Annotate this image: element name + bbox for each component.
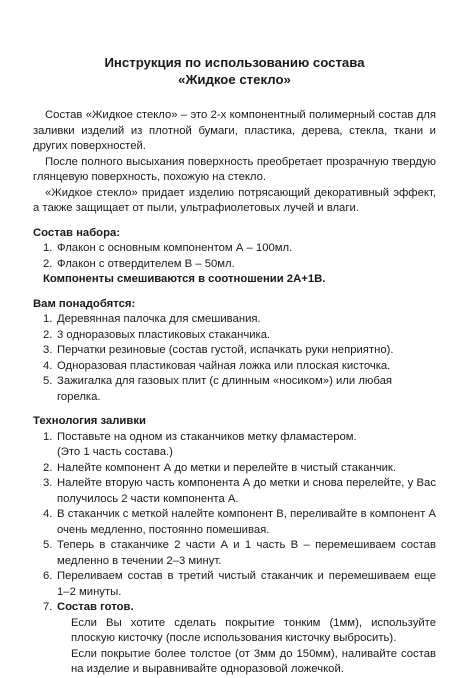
list-item — [33, 461, 436, 477]
item-number: 2. — [43, 257, 53, 270]
list-item — [33, 538, 436, 569]
item-number: 2. — [43, 461, 53, 474]
intro-paragraph-2: После полного высыхания поверхность преобретает прозрачную твердую глянцевую поверхность, похожую на стекло. — [33, 155, 436, 183]
kit-section — [33, 226, 436, 288]
item-text: Зажигалка для газовых плит (с длинным «носиком») или любая горелка. — [57, 375, 393, 403]
item-text: Флакон с основным компонентом А – 100мл. — [57, 242, 293, 254]
need-title: Вам понадобятся: — [33, 297, 136, 310]
item-number: 1. — [43, 430, 53, 443]
list-item — [33, 359, 436, 375]
list-item — [33, 257, 436, 273]
item-number: 6. — [43, 570, 53, 582]
final-paragraph-1: Если Вы хотите сделать покрытие тонким (1мм), используйте плоскую кисточку (после использования кисточку выбросить). — [71, 616, 436, 644]
item-text: Состав готов. — [57, 601, 134, 613]
list-item — [33, 374, 436, 405]
item-number: 5. — [43, 539, 53, 551]
list-item — [33, 569, 436, 600]
item-number: 5. — [43, 375, 53, 387]
intro-section — [33, 108, 436, 217]
title-line-2: «Жидкое стекло» — [178, 72, 291, 87]
item-text: 3 одноразовых пластиковых стаканчика. — [57, 328, 271, 341]
kit-list — [33, 241, 436, 272]
title-line-1: Инструкция по использованию состава — [104, 55, 365, 70]
tech-section — [33, 414, 436, 678]
list-item — [33, 312, 436, 328]
item-number: 7. — [43, 601, 53, 613]
item-text: Флакон с отвердителем В – 50мл. — [57, 257, 235, 270]
need-list — [33, 312, 436, 405]
final-paragraph-2: Если покрытие более толстое (от 3мм до 150мм), наливайте состав на изделие и выравнивайте одноразовой ложечкой. — [71, 647, 436, 675]
list-item — [33, 343, 436, 359]
item-number: 4. — [43, 508, 53, 520]
list-item — [33, 430, 436, 461]
intro-paragraph-3: «Жидкое стекло» придает изделию потрясающий декоративный эффект, а также защищает от пыли, ультрафиолетовых лучей и влаги. — [33, 186, 436, 214]
list-item — [33, 476, 436, 507]
tech-title: Технология заливки — [33, 415, 146, 427]
item-number: 2. — [43, 328, 53, 341]
item-number: 3. — [43, 344, 53, 356]
item-text: Теперь в стаканчике 2 части А и 1 часть В – перемешиваем состав медленно в течении 2–3 минут. — [57, 539, 436, 567]
item-text: Переливаем состав в третий чистый стаканчик и перемешиваем еще 1–2 минуты. — [57, 570, 436, 598]
kit-title: Состав набора: — [33, 226, 121, 239]
item-text: Налейте вторую часть компонента А до метки и снова перелейте, у Вас получилось 2 части компонента А. — [57, 477, 436, 505]
item-text: Перчатки резиновые (состав густой, испачкать руки неприятно). — [57, 344, 394, 356]
need-section — [33, 297, 436, 406]
item-text: Налейте компонент А до метки и перелейте в чистый стаканчик. — [57, 461, 397, 474]
list-item — [33, 507, 436, 538]
item-text: Деревянная палочка для смешивания. — [57, 313, 261, 325]
tech-list — [33, 430, 436, 678]
item-number: 1. — [43, 313, 53, 325]
item-text: В стаканчик с меткой налейте компонент В, переливайте в компонент А очень медленно, постоянно помешивая. — [57, 508, 436, 536]
item-number: 4. — [43, 359, 53, 372]
list-item — [33, 241, 436, 257]
item-number: 3. — [43, 477, 53, 489]
intro-paragraph-1: Состав «Жидкое стекло» – это 2-х компонентный полимерный состав для заливки изделий из плотной бумаги, пластика, дерева, стекла, ткани и других поверхностей. — [33, 109, 436, 152]
list-item — [33, 600, 436, 678]
list-item — [33, 328, 436, 344]
item-text: Поставьте на одном из стаканчиков метку фламастером. — [57, 430, 357, 443]
item-number: 1. — [43, 242, 53, 254]
document-title — [33, 54, 436, 88]
ratio-note: Компоненты смешиваются в соотношении 2А+1В. — [43, 273, 326, 285]
item-extra-text: (Это 1 часть состава.) — [57, 446, 173, 458]
item-text: Одноразовая пластиковая чайная ложка или плоская кисточка. — [57, 359, 391, 372]
